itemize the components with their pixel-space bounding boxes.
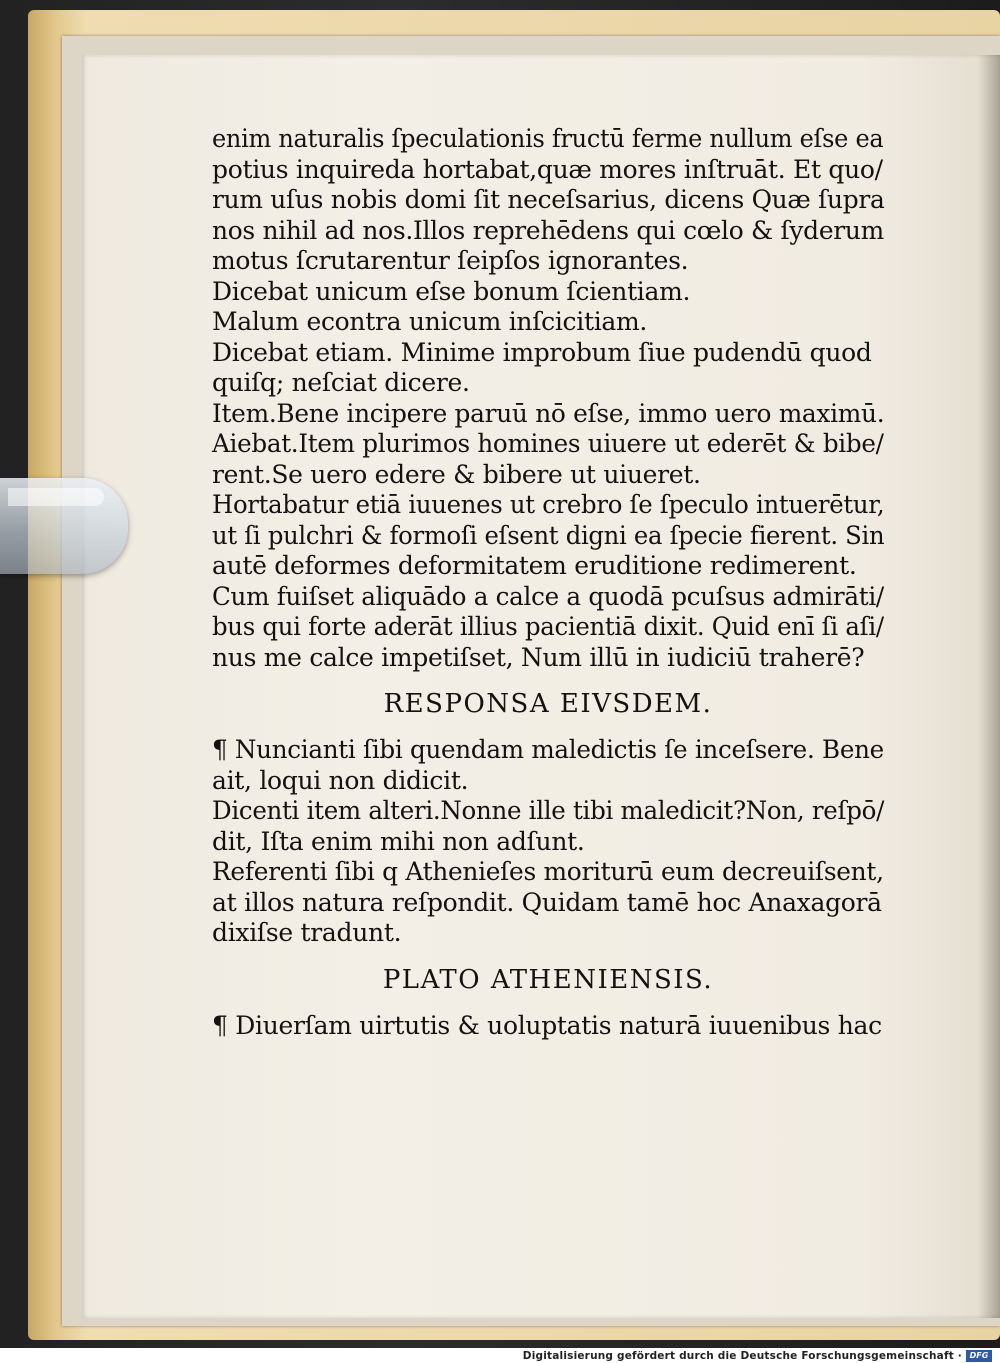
text-line: nos nihil ad nos.Illos reprehēdens qui cœlo & ſyderum xyxy=(212,215,884,245)
text-line: rum uſus nobis domi ſit neceſsarius, dicens Quæ ſupra xyxy=(212,185,885,214)
text-line: Dicebat unicum eſse bonum ſcientiam. xyxy=(212,276,691,306)
section-heading: PLATO ATHENIENSIS. xyxy=(382,964,714,995)
funding-credit: Digitalisierung gefördert durch die Deutsche Forschungsgemeinschaft · xyxy=(522,1350,962,1362)
text-line: ut ſi pulchri & formoſi eſsent digni ea ſpecie fierent. Sin xyxy=(212,520,885,550)
text-line: Item.Bene incipere paruū nō eſse, immo uero maximū. xyxy=(212,398,885,428)
text-line: Malum econtra unicum inſcicitiam. xyxy=(212,307,648,336)
text-line: dixiſse tradunt. xyxy=(212,918,402,947)
text-line: at illos natura reſpondit. Quidam tamē hoc Anaxagorā xyxy=(212,887,882,917)
text-line: rent.Se uero edere & bibere ut uiueret. xyxy=(212,459,701,489)
text-line: potius inquireda hortabat,quæ mores inſtruāt. Et quo/ xyxy=(212,154,883,184)
text-line: Hortabatur etiā iuuenes ut crebro ſe ſpeculo intuerētur, xyxy=(212,490,885,519)
text-line: bus qui forte aderāt illius pacientiā dixit. Quid enī ſi aſi/ xyxy=(212,612,884,641)
dfg-logo: DFG xyxy=(966,1350,992,1362)
text-line: enim naturalis ſpeculationis fructū ferme nullum eſse ea xyxy=(212,124,884,153)
page-text xyxy=(212,124,884,1041)
section-heading: RESPONSA EIVSDEM. xyxy=(383,689,713,719)
text-line: dit, Iſta enim mihi non adſunt. xyxy=(212,826,585,856)
text-line: nus me calce impetiſset, Num illū in iudiciū traherē? xyxy=(212,642,865,672)
text-line: ¶ Diuerſam uirtutis & uoluptatis naturā iuuenibus hac xyxy=(212,1010,882,1040)
text-line: Cum fuiſset aliquādo a calce a quodā pcuſsus admirāti/ xyxy=(212,581,884,611)
bookmark-clip xyxy=(0,478,128,574)
page-edge-shadow xyxy=(978,55,1000,1318)
text-line: quiſq; neſciat dicere. xyxy=(212,368,470,397)
text-line: Aiebat.Item plurimos homines uiuere ut ederēt & bibe/ xyxy=(212,429,884,458)
text-line: Referenti ſibi q Athenieſes moriturū eum decreuiſsent, xyxy=(212,857,884,886)
text-line: ¶ Nuncianti ſibi quendam maledictis ſe inceſsere. Bene xyxy=(212,735,884,764)
text-line: autē deformes deformitatem eruditione redimerent. xyxy=(212,551,857,580)
text-line: Dicenti item alteri.Nonne ille tibi maledicit?Non, reſpō/ xyxy=(212,796,885,825)
footer-bar xyxy=(0,1348,1000,1363)
text-line: motus ſcrutarentur ſeipſos ignorantes. xyxy=(212,246,689,275)
text-line: ait, loqui non didicit. xyxy=(212,765,469,795)
text-line: Dicebat etiam. Minime improbum ſiue pudendū quod xyxy=(212,337,872,367)
clip-highlight xyxy=(8,488,104,506)
